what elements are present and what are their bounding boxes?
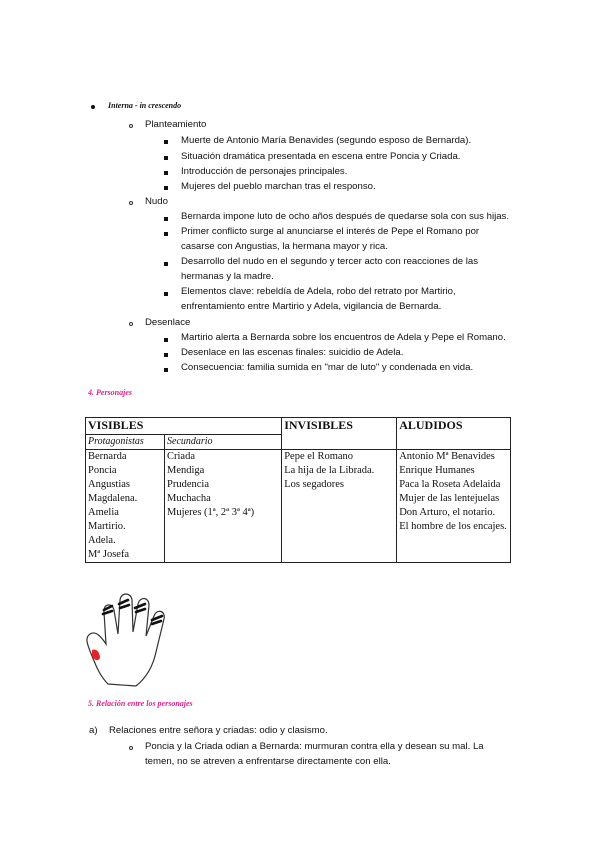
list-item: Martirio alerta a Bernarda sobre los encuentros de Adela y Pepe el Romano. <box>181 332 506 343</box>
header-visibles: VISIBLES <box>86 418 282 435</box>
bullet-square <box>164 217 168 221</box>
bullet-circle <box>129 124 133 128</box>
hand-outline <box>87 594 164 686</box>
list-item-cont: enfrentamiento entre Martirio y Adela, vigilancia de Bernarda. <box>181 301 442 312</box>
structure-heading: Interna - in crescendo <box>108 101 182 110</box>
section-5-title: 5. Relación entre los personajes <box>88 699 193 708</box>
table-cell-line: Mª Josefa <box>88 549 130 560</box>
table-cell-line: Mendiga <box>167 465 205 476</box>
list-item-cont: hermanas y la madre. <box>181 271 274 282</box>
table-cell-line: Bernarda <box>88 451 127 462</box>
relation-a-text: Relaciones entre señora y criadas: odio y clasismo. <box>109 725 328 736</box>
bullet-square <box>164 140 168 144</box>
list-item: Consecuencia: familia sumida en "mar de luto" y condenada en vida. <box>181 362 474 373</box>
relation-a-line-2: temen, no se atreven a enfrentarse directamente con ella. <box>145 756 391 767</box>
table-cell-line: Muchacha <box>167 493 211 504</box>
table-cell-line: Mujeres (1ª, 2ª 3ª 4ª) <box>167 507 255 518</box>
list-item-cont: casarse con Angustias, la hermana mayor y rica. <box>181 241 388 252</box>
bullet-circle <box>129 746 133 750</box>
subheader-protagonistas: Protagonistas <box>86 435 165 450</box>
bullet-square <box>164 186 168 190</box>
table-cell-line: Los segadores <box>284 479 344 490</box>
list-item: Primer conflicto surge al anunciarse el interés de Pepe el Romano por <box>181 226 480 237</box>
protagonistas-cell <box>86 450 165 563</box>
desenlace-label: Desenlace <box>145 317 191 328</box>
table-cell-line: Adela. <box>88 535 116 546</box>
subheader-secundario: Secundario <box>165 435 282 450</box>
planteamiento-label: Planteamiento <box>145 119 207 130</box>
section-4-title: 4. Personajes <box>88 388 132 397</box>
bullet-square <box>164 338 168 342</box>
table-cell-line: Criada <box>167 451 195 462</box>
bullet-square <box>164 262 168 266</box>
bullet-square <box>164 353 168 357</box>
header-aludidos: ALUDIDOS <box>397 418 511 450</box>
bullet-square <box>164 171 168 175</box>
list-item: Situación dramática presentada en escena entre Poncia y Criada. <box>181 151 461 162</box>
table-cell-line: El hombre de los encajes. <box>399 521 507 532</box>
table-cell-line: Martirio. <box>88 521 126 532</box>
table-cell-line: Prudencia <box>167 479 209 490</box>
table-cell-line: Amelia <box>88 507 119 518</box>
bullet-square <box>164 156 168 160</box>
relation-a-line-1: Poncia y la Criada odian a Bernarda: murmuran contra ella y desean su mal. La <box>145 741 484 752</box>
table-cell-line: La hija de la Librada. <box>284 465 375 476</box>
aludidos-cell <box>397 450 511 563</box>
list-item: Introducción de personajes principales. <box>181 166 348 177</box>
header-invisibles: INVISIBLES <box>282 418 397 450</box>
secundario-cell <box>165 450 282 563</box>
bullet-square <box>164 368 168 372</box>
bullet-circle <box>129 322 133 326</box>
list-item: Mujeres del pueblo marchan tras el responso. <box>181 181 376 192</box>
table-cell-line: Antonio Mª Benavides <box>399 451 495 462</box>
bullet-circle <box>129 201 133 205</box>
hand-illustration <box>78 580 188 690</box>
bullet-square <box>164 292 168 296</box>
table-cell-line: Enrique Humanes <box>399 465 475 476</box>
list-item: Bernarda impone luto de ocho años después de quedarse sola con sus hijas. <box>181 211 510 222</box>
relation-a-marker: a) <box>89 725 98 736</box>
invisibles-cell <box>282 450 397 563</box>
table-cell-line: Poncia <box>88 465 117 476</box>
nudo-label: Nudo <box>145 196 168 207</box>
table-cell-line: Paca la Roseta Adelaida <box>399 479 501 490</box>
list-item: Elementos clave: rebeldía de Adela, robo del retrato por Martirio, <box>181 286 456 297</box>
list-item: Desarrollo del nudo en el segundo y tercer acto con reacciones de las <box>181 256 479 267</box>
table-cell-line: Mujer de las lentejuelas <box>399 493 500 504</box>
list-item: Muerte de Antonio María Benavides (segundo esposo de Bernarda). <box>181 135 472 146</box>
table-cell-line: Don Arturo, el notario. <box>399 507 496 518</box>
table-cell-line: Angustias <box>88 479 130 490</box>
list-item: Desenlace en las escenas finales: suicidio de Adela. <box>181 347 404 358</box>
bullet-disc <box>91 105 95 109</box>
table-cell-line: Pepe el Romano <box>284 451 354 462</box>
personajes-table <box>85 417 511 563</box>
table-cell-line: Magdalena. <box>88 493 138 504</box>
bullet-square <box>164 232 168 236</box>
